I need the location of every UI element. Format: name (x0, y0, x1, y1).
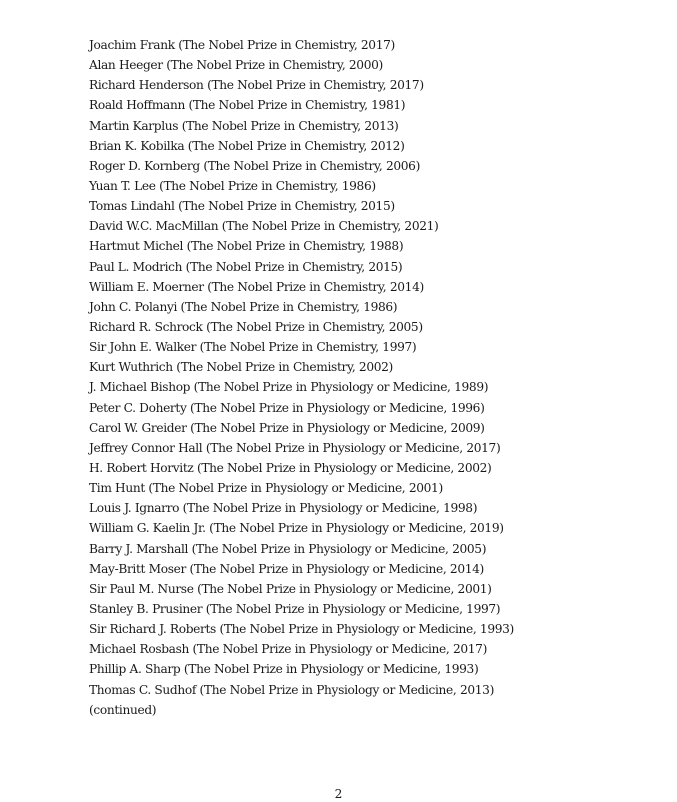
list-item: John C. Polanyi (The Nobel Prize in Chemistry, 1986) (89, 299, 398, 314)
list-item: Kurt Wuthrich (The Nobel Prize in Chemistry, 2002) (89, 360, 393, 375)
list-item: Phillip A. Sharp (The Nobel Prize in Physiology or Medicine, 1993) (89, 662, 479, 677)
list-item: Yuan T. Lee (The Nobel Prize in Chemistry, 1986) (89, 178, 376, 193)
list-item: Joachim Frank (The Nobel Prize in Chemistry, 2017) (89, 38, 395, 52)
list-item: Tim Hunt (The Nobel Prize in Physiology or Medicine, 2001) (89, 481, 443, 496)
list-item: Michael Rosbash (The Nobel Prize in Physiology or Medicine, 2017) (89, 642, 487, 657)
list-item: Sir John E. Walker (The Nobel Prize in Chemistry, 1997) (89, 340, 417, 355)
list-item: Peter C. Doherty (The Nobel Prize in Physiology or Medicine, 1996) (89, 400, 485, 415)
list-item: Richard R. Schrock (The Nobel Prize in Chemistry, 2005) (89, 319, 423, 334)
list-item: Tomas Lindahl (The Nobel Prize in Chemistry, 2015) (89, 199, 395, 214)
list-item: J. Michael Bishop (The Nobel Prize in Physiology or Medicine, 1989) (89, 380, 489, 395)
list-item: Louis J. Ignarro (The Nobel Prize in Physiology or Medicine, 1998) (89, 501, 478, 516)
list-item: Richard Henderson (The Nobel Prize in Chemistry, 2017) (89, 78, 424, 93)
list-item: Jeffrey Connor Hall (The Nobel Prize in Physiology or Medicine, 2017) (89, 440, 501, 455)
list-item: May-Britt Moser (The Nobel Prize in Physiology or Medicine, 2014) (89, 561, 484, 576)
list-item: Sir Richard J. Roberts (The Nobel Prize in Physiology or Medicine, 1993) (89, 622, 514, 637)
list-item: Thomas C. Sudhof (The Nobel Prize in Physiology or Medicine, 2013) (89, 682, 494, 697)
list-item: Martin Karplus (The Nobel Prize in Chemistry, 2013) (89, 118, 399, 133)
list-item: Roald Hoffmann (The Nobel Prize in Chemistry, 1981) (89, 98, 406, 113)
list-item: Alan Heeger (The Nobel Prize in Chemistry, 2000) (89, 58, 383, 73)
list-item: H. Robert Horvitz (The Nobel Prize in Physiology or Medicine, 2002) (89, 460, 492, 475)
laureate-list (89, 35, 649, 720)
list-item: William G. Kaelin Jr. (The Nobel Prize in Physiology or Medicine, 2019) (89, 521, 504, 536)
list-item: Roger D. Kornberg (The Nobel Prize in Chemistry, 2006) (89, 158, 420, 173)
continued-label: (continued) (89, 702, 157, 717)
list-item: Brian K. Kobilka (The Nobel Prize in Chemistry, 2012) (89, 138, 405, 153)
list-item: David W.C. MacMillan (The Nobel Prize in Chemistry, 2021) (89, 219, 439, 234)
list-item: Carol W. Greider (The Nobel Prize in Physiology or Medicine, 2009) (89, 420, 485, 435)
list-item: Barry J. Marshall (The Nobel Prize in Physiology or Medicine, 2005) (89, 541, 487, 556)
list-item: William E. Moerner (The Nobel Prize in Chemistry, 2014) (89, 279, 424, 294)
list-item: Stanley B. Prusiner (The Nobel Prize in Physiology or Medicine, 1997) (89, 601, 501, 616)
page-number: 2 (334, 787, 343, 801)
list-item: Hartmut Michel (The Nobel Prize in Chemistry, 1988) (89, 239, 404, 254)
list-item: Sir Paul M. Nurse (The Nobel Prize in Physiology or Medicine, 2001) (89, 581, 492, 596)
list-item: Paul L. Modrich (The Nobel Prize in Chemistry, 2015) (89, 259, 403, 274)
